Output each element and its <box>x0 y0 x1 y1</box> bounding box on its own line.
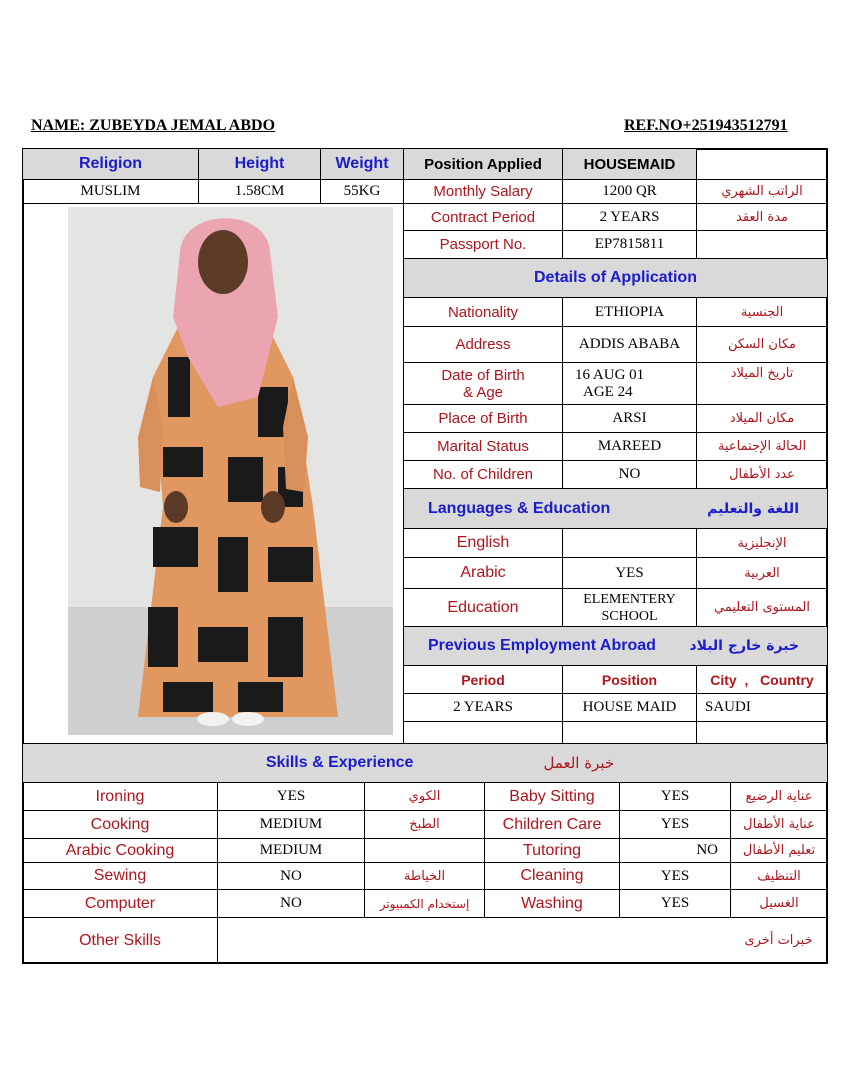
skill-ironing-arabic: الكوي <box>364 782 485 811</box>
position-applied-value: HOUSEMAID <box>562 148 697 180</box>
skill-children-care-value: YES <box>619 810 731 839</box>
arabic-arabic: العربية <box>696 557 828 589</box>
candidate-photo <box>68 207 393 735</box>
skill-baby-sitting-value: YES <box>619 782 731 811</box>
dob-label-line1: Date of Birth <box>441 366 525 384</box>
passport-value: EP7815811 <box>562 230 697 259</box>
skills-title-bar <box>22 743 828 783</box>
nationality-label: Nationality <box>403 297 563 327</box>
skill-tutoring-label: Tutoring <box>484 838 620 863</box>
religion-header: Religion <box>22 148 199 180</box>
dob-value <box>562 362 697 405</box>
other-skills-arabic: خبرات أخرى <box>730 917 828 964</box>
english-arabic: الإنجليزية <box>696 528 828 558</box>
marital-label: Marital Status <box>403 432 563 461</box>
period-header: Period <box>403 665 563 694</box>
address-label: Address <box>403 326 563 363</box>
monthly-salary-label: Monthly Salary <box>403 179 563 204</box>
contract-period-arabic: مدة العقد <box>696 203 828 231</box>
education-value-line1: ELEMENTERY <box>583 591 676 607</box>
position-header: Position <box>562 665 697 694</box>
skill-sewing-label: Sewing <box>22 862 218 890</box>
skill-cooking-value: MEDIUM <box>217 810 365 839</box>
other-skills-label: Other Skills <box>22 917 218 964</box>
address-arabic: مكان السكن <box>696 326 828 363</box>
marital-value: MAREED <box>562 432 697 461</box>
skill-computer-arabic: إستخدام الكمبيوتر <box>364 889 485 918</box>
religion-value: MUSLIM <box>22 179 199 204</box>
employment-empty-2 <box>562 721 697 744</box>
passport-label: Passport No. <box>403 230 563 259</box>
weight-value: 55KG <box>320 179 404 204</box>
skill-washing-arabic: الغسيل <box>730 889 828 918</box>
skill-arabic-cooking-arabic <box>364 838 485 863</box>
skill-cooking-label: Cooking <box>22 810 218 839</box>
dob-label <box>403 362 563 405</box>
employment-title-bar <box>403 626 828 666</box>
languages-title: Languages & Education <box>428 499 611 517</box>
skill-ironing-label: Ironing <box>22 782 218 811</box>
employment-country: SAUDI <box>696 693 828 722</box>
height-header: Height <box>198 148 321 180</box>
children-value: NO <box>562 460 697 489</box>
skill-arabic-cooking-label: Arabic Cooking <box>22 838 218 863</box>
skill-children-care-arabic: عناية الأطفال <box>730 810 828 839</box>
details-title: Details of Application <box>403 258 828 298</box>
skill-ironing-value: YES <box>217 782 365 811</box>
other-skills-value <box>217 917 731 964</box>
height-value: 1.58CM <box>198 179 321 204</box>
arabic-value: YES <box>562 557 697 589</box>
english-value <box>562 528 697 558</box>
arabic-label: Arabic <box>403 557 563 589</box>
skills-title-arabic: خبرة العمل <box>543 754 615 772</box>
skills-title: Skills & Experience <box>265 754 414 771</box>
children-label: No. of Children <box>403 460 563 489</box>
languages-title-bar <box>403 488 828 529</box>
dob-label-line2: & Age <box>462 383 504 401</box>
skill-cooking-arabic: الطبخ <box>364 810 485 839</box>
skill-tutoring-arabic: تعليم الأطفال <box>730 838 828 863</box>
pob-label: Place of Birth <box>403 404 563 433</box>
position-applied-label: Position Applied <box>403 148 563 180</box>
address-value: ADDIS ABABA <box>562 326 697 363</box>
marital-arabic: الحالة الإجتماعية <box>696 432 828 461</box>
employment-title-arabic: خبرة خارج البلاد <box>689 638 799 654</box>
education-value <box>562 588 697 627</box>
nationality-arabic: الجنسية <box>696 297 828 327</box>
skill-washing-value: YES <box>619 889 731 918</box>
pob-value: ARSI <box>562 404 697 433</box>
dob-date: 16 AUG 01 <box>575 366 645 383</box>
city-country-header: City , Country <box>696 665 828 694</box>
languages-title-arabic: اللغة والتعليم <box>707 500 799 517</box>
skill-computer-value: NO <box>217 889 365 918</box>
pob-arabic: مكان الميلاد <box>696 404 828 433</box>
skill-washing-label: Washing <box>484 889 620 918</box>
skill-arabic-cooking-value: MEDIUM <box>217 838 365 863</box>
skill-sewing-arabic: الخياطة <box>364 862 485 890</box>
english-label: English <box>403 528 563 558</box>
education-label: Education <box>403 588 563 627</box>
education-arabic: المستوى التعليمي <box>696 588 828 627</box>
skill-children-care-label: Children Care <box>484 810 620 839</box>
nationality-value: ETHIOPIA <box>562 297 697 327</box>
skill-cleaning-value: YES <box>619 862 731 890</box>
skill-tutoring-value: NO <box>619 838 731 863</box>
skill-sewing-value: NO <box>217 862 365 890</box>
skill-computer-label: Computer <box>22 889 218 918</box>
skill-baby-sitting-label: Baby Sitting <box>484 782 620 811</box>
contract-period-value: 2 YEARS <box>562 203 697 231</box>
contract-period-label: Contract Period <box>403 203 563 231</box>
employment-empty-1 <box>403 721 563 744</box>
age-value: AGE 24 <box>583 383 633 400</box>
skill-cleaning-label: Cleaning <box>484 862 620 890</box>
employment-empty-3 <box>696 721 828 744</box>
dob-arabic: تاريخ الميلاد <box>696 362 828 405</box>
position-empty <box>696 148 828 180</box>
candidate-name: NAME: ZUBEYDA JEMAL ABDO <box>31 117 276 134</box>
children-arabic: عدد الأطفال <box>696 460 828 489</box>
reference-number: REF.NO+251943512791 <box>624 117 788 134</box>
passport-arabic <box>696 230 828 259</box>
employment-period: 2 YEARS <box>403 693 563 722</box>
monthly-salary-arabic: الراتب الشهري <box>696 179 828 204</box>
monthly-salary-value: 1200 QR <box>562 179 697 204</box>
skill-baby-sitting-arabic: عناية الرضيع <box>730 782 828 811</box>
weight-header: Weight <box>320 148 404 180</box>
skill-cleaning-arabic: التنظيف <box>730 862 828 890</box>
employment-position: HOUSE MAID <box>562 693 697 722</box>
employment-title: Previous Employment Abroad <box>428 637 656 654</box>
education-value-line2: SCHOOL <box>601 608 658 624</box>
